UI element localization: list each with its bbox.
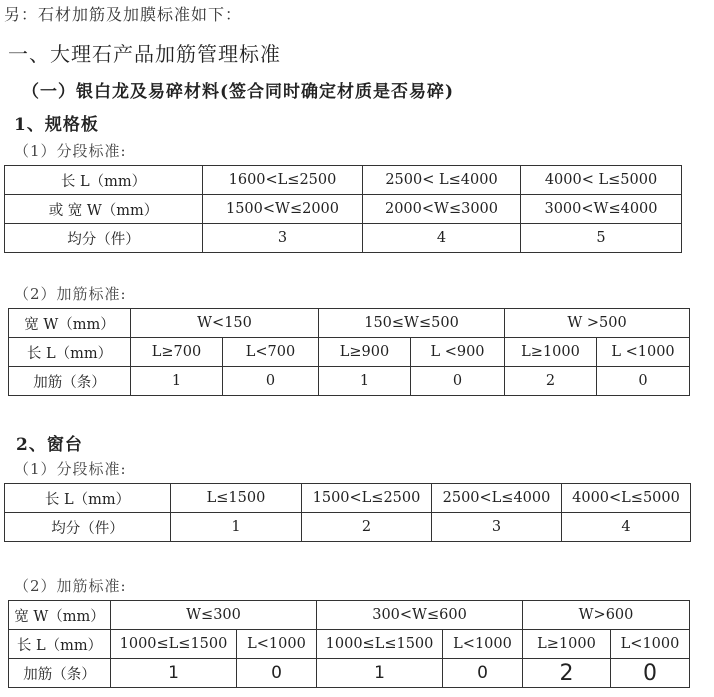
table-cell: 1500<W≤2000 <box>203 195 363 224</box>
table-cell: L<1000 <box>443 630 523 659</box>
table-cell: L <900 <box>411 338 505 367</box>
table-cell: 1000≤L≤1500 <box>111 630 237 659</box>
table-cell: 加筋（条） <box>9 367 131 396</box>
table-cell: 1 <box>317 659 443 688</box>
table-cell: 1 <box>131 367 223 396</box>
table-cell: 5 <box>521 224 682 253</box>
spec-board-rib-table <box>8 308 690 396</box>
table-row <box>5 195 682 224</box>
table-cell: L≥700 <box>131 338 223 367</box>
table-cell: 150≤W≤500 <box>319 309 505 338</box>
table-cell: 0 <box>223 367 319 396</box>
section2-title: 2、窗台 <box>16 435 83 455</box>
table-cell: 1600<L≤2500 <box>203 166 363 195</box>
table-row <box>9 659 690 688</box>
table-cell: 长 L（mm） <box>9 338 131 367</box>
table-cell: W<150 <box>131 309 319 338</box>
table-row <box>9 309 690 338</box>
table-cell: L≥900 <box>319 338 411 367</box>
table-cell: 2500< L≤4000 <box>363 166 521 195</box>
table-cell: 2 <box>505 367 597 396</box>
heading-level2: （一）银白龙及易碎材料(签合同时确定材质是否易碎) <box>22 82 455 102</box>
section1-seg-label: （1）分段标准: <box>14 142 127 160</box>
table-cell: 2 <box>523 659 611 688</box>
table-cell: L≥1000 <box>505 338 597 367</box>
table-cell: 长 L（mm） <box>5 166 203 195</box>
table-row <box>5 224 682 253</box>
table-cell: L<1000 <box>611 630 690 659</box>
table-row <box>5 166 682 195</box>
table-row <box>9 601 690 630</box>
table-cell: 0 <box>597 367 690 396</box>
table-row <box>9 630 690 659</box>
intro-text: 另：石材加筋及加膜标准如下： <box>4 5 243 24</box>
table-cell: 3 <box>432 513 562 542</box>
table-cell: 4 <box>562 513 691 542</box>
table-cell: 1 <box>319 367 411 396</box>
table-cell: 或 宽 W（mm） <box>5 195 203 224</box>
table-cell: 宽 W（mm） <box>9 309 131 338</box>
table-cell: 3 <box>203 224 363 253</box>
section2-seg-label: （1）分段标准: <box>14 460 127 478</box>
table-cell: W≤300 <box>111 601 317 630</box>
table-cell: 加筋（条） <box>9 659 111 688</box>
table-cell: 0 <box>237 659 317 688</box>
table-row <box>9 338 690 367</box>
table-cell: 3000<W≤4000 <box>521 195 682 224</box>
section1-rib-label: （2）加筋标准: <box>14 285 127 303</box>
table-cell: 2000<W≤3000 <box>363 195 521 224</box>
table-cell: W >500 <box>505 309 690 338</box>
spec-board-segment-table <box>4 165 682 253</box>
table-row <box>5 513 691 542</box>
table-cell: 0 <box>611 659 690 688</box>
table-cell: L<700 <box>223 338 319 367</box>
table-cell: L≥1000 <box>523 630 611 659</box>
section1-title: 1、规格板 <box>14 115 99 135</box>
windowsill-rib-table <box>8 600 690 688</box>
table-cell: 2 <box>302 513 432 542</box>
table-cell: 1500<L≤2500 <box>302 484 432 513</box>
table-cell: W>600 <box>523 601 690 630</box>
table-cell: 2500<L≤4000 <box>432 484 562 513</box>
table-cell: 1 <box>171 513 302 542</box>
table-cell: 4 <box>363 224 521 253</box>
table-cell: 1 <box>111 659 237 688</box>
table-cell: 0 <box>443 659 523 688</box>
heading-level1: 一、大理石产品加筋管理标准 <box>8 42 281 66</box>
table-cell: 4000< L≤5000 <box>521 166 682 195</box>
table-cell: 长 L（mm） <box>5 484 171 513</box>
table-cell: 长 L（mm） <box>9 630 111 659</box>
table-cell: L≤1500 <box>171 484 302 513</box>
table-cell: 1000≤L≤1500 <box>317 630 443 659</box>
table-cell: 均分（件） <box>5 513 171 542</box>
table-cell: 均分（件） <box>5 224 203 253</box>
table-row <box>5 484 691 513</box>
table-cell: 4000<L≤5000 <box>562 484 691 513</box>
table-cell: 300<W≤600 <box>317 601 523 630</box>
table-cell: L<1000 <box>237 630 317 659</box>
table-cell: 宽 W（mm） <box>9 601 111 630</box>
windowsill-segment-table <box>4 483 691 542</box>
table-cell: 0 <box>411 367 505 396</box>
table-row <box>9 367 690 396</box>
table-cell: L <1000 <box>597 338 690 367</box>
section2-rib-label: （2）加筋标准: <box>14 577 127 595</box>
